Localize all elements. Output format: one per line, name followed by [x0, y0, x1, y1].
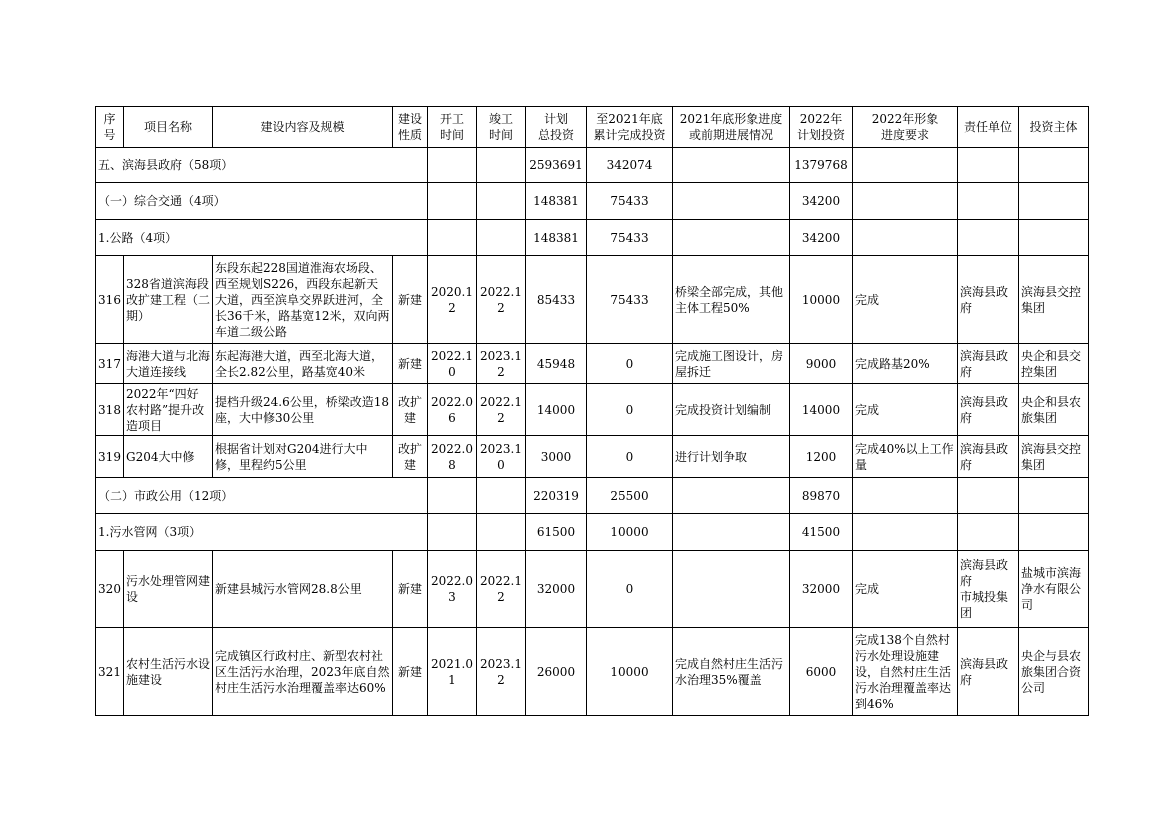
section-plan-2022: 41500: [790, 514, 853, 551]
header-resp: 责任单位: [958, 107, 1019, 148]
row-nature: 新建: [393, 256, 428, 344]
row-start: 2022.08: [428, 436, 477, 478]
project-table: [95, 106, 1089, 716]
row-plan-2022: 10000: [790, 256, 853, 344]
row-req-2022: 完成路基20%: [853, 344, 958, 384]
row-seq: 318: [96, 384, 124, 436]
row-plan-2022: 32000: [790, 551, 853, 628]
row-name: 海港大道与北海大道连接线: [124, 344, 213, 384]
row-resp: [958, 551, 1019, 628]
header-start: 开工 时间: [428, 107, 477, 148]
row-req-2022: 完成40%以上工作量: [853, 436, 958, 478]
row-plan-total: 45948: [526, 344, 587, 384]
row-plan-2022: 1200: [790, 436, 853, 478]
row-cum-2021: 0: [587, 344, 673, 384]
row-seq: 320: [96, 551, 124, 628]
table-row: [96, 628, 1089, 716]
row-investor: 滨海县交控集团: [1019, 436, 1089, 478]
row-req-2022: 完成: [853, 256, 958, 344]
row-plan-total: 32000: [526, 551, 587, 628]
row-content: 东起海港大道，西至北海大道，全长2.82公里，路基宽40米: [213, 344, 393, 384]
section-label: 1.污水管网（3项）: [96, 514, 428, 551]
row-req-2022: 完成138个自然村污水处理设施建设，自然村庄生活污水治理覆盖率达到46%: [853, 628, 958, 716]
row-progress-2021: 完成投资计划编制: [673, 384, 790, 436]
row-investor: 央企与县农旅集团合资公司: [1019, 628, 1089, 716]
row-content: 完成镇区行政村庄、新型农村社区生活污水治理，2023年底自然村庄生活污水治理覆盖率达60%: [213, 628, 393, 716]
row-content: 新建县城污水管网28.8公里: [213, 551, 393, 628]
row-plan-total: 85433: [526, 256, 587, 344]
row-resp: 滨海县政府: [958, 384, 1019, 436]
row-start: 2022.03: [428, 551, 477, 628]
row-content: 东段东起228国道淮海农场段、西至规划S226，西段东起新天大道，西至滨阜交界跃进河，全长36千米，路基宽12米，双向两车道二级公路: [213, 256, 393, 344]
row-start: 2022.06: [428, 384, 477, 436]
row-req-2022: 完成: [853, 551, 958, 628]
section-cum-2021: 342074: [587, 148, 673, 183]
section-cum-2021: 10000: [587, 514, 673, 551]
table-row: [96, 344, 1089, 384]
table-row: [96, 551, 1089, 628]
header-nature: 建设 性质: [393, 107, 428, 148]
section-plan-total: 148381: [526, 183, 587, 220]
section-label: （一）综合交通（4项）: [96, 183, 428, 220]
section-cum-2021: 75433: [587, 183, 673, 220]
section-cum-2021: 25500: [587, 478, 673, 514]
header-name: 项目名称: [124, 107, 213, 148]
section-plan-2022: 34200: [790, 220, 853, 256]
section-plan-total: 148381: [526, 220, 587, 256]
row-resp: 滨海县政府: [958, 628, 1019, 716]
row-end: 2023.12: [477, 628, 526, 716]
row-start: 2021.01: [428, 628, 477, 716]
header-content: 建设内容及规模: [213, 107, 393, 148]
row-investor: 央企和县交控集团: [1019, 344, 1089, 384]
row-name: 328省道滨海段改扩建工程（二期）: [124, 256, 213, 344]
row-plan-2022: 6000: [790, 628, 853, 716]
row-plan-2022: 9000: [790, 344, 853, 384]
table-row: [96, 436, 1089, 478]
row-nature: 新建: [393, 344, 428, 384]
table-row: [96, 384, 1089, 436]
row-cum-2021: 10000: [587, 628, 673, 716]
section-row: [96, 220, 1089, 256]
row-progress-2021: 桥梁全部完成，其他主体工程50%: [673, 256, 790, 344]
row-resp-line: 滨海县政府: [960, 558, 1009, 588]
row-progress-2021: [673, 551, 790, 628]
row-nature: 新建: [393, 551, 428, 628]
row-investor: 盐城市滨海净水有限公司: [1019, 551, 1089, 628]
row-end: 2022.12: [477, 551, 526, 628]
row-plan-total: 3000: [526, 436, 587, 478]
row-cum-2021: 0: [587, 551, 673, 628]
row-end: 2022.12: [477, 256, 526, 344]
row-end: 2022.12: [477, 384, 526, 436]
row-progress-2021: 完成施工图设计，房屋拆迁: [673, 344, 790, 384]
header-progress-2021: 2021年底形象进度 或前期进展情况: [673, 107, 790, 148]
row-content: 提档升级24.6公里，桥梁改造18座，大中修30公里: [213, 384, 393, 436]
row-seq: 321: [96, 628, 124, 716]
row-resp-line: 市城投集团: [960, 590, 1009, 620]
section-label: 五、滨海县政府（58项）: [96, 148, 428, 183]
row-nature: 改扩建: [393, 384, 428, 436]
row-plan-total: 14000: [526, 384, 587, 436]
row-content: 根据省计划对G204进行大中修，里程约5公里: [213, 436, 393, 478]
row-investor: 滨海县交控集团: [1019, 256, 1089, 344]
section-plan-2022: 89870: [790, 478, 853, 514]
investment-project-table-sheet: [95, 106, 1089, 716]
section-plan-total: 61500: [526, 514, 587, 551]
row-seq: 317: [96, 344, 124, 384]
row-plan-2022: 14000: [790, 384, 853, 436]
row-resp: 滨海县政府: [958, 436, 1019, 478]
row-nature: 改扩建: [393, 436, 428, 478]
row-start: 2020.12: [428, 256, 477, 344]
header-end: 竣工 时间: [477, 107, 526, 148]
row-end: 2023.12: [477, 344, 526, 384]
row-seq: 319: [96, 436, 124, 478]
section-cum-2021: 75433: [587, 220, 673, 256]
section-plan-total: 2593691: [526, 148, 587, 183]
row-progress-2021: 进行计划争取: [673, 436, 790, 478]
row-name: 农村生活污水设施建设: [124, 628, 213, 716]
row-resp: 滨海县政府: [958, 256, 1019, 344]
header-row: [96, 107, 1089, 148]
section-row: [96, 148, 1089, 183]
row-cum-2021: 0: [587, 384, 673, 436]
row-progress-2021: 完成自然村庄生活污水治理35%覆盖: [673, 628, 790, 716]
row-investor: 央企和县农旅集团: [1019, 384, 1089, 436]
section-row: [96, 478, 1089, 514]
row-resp: 滨海县政府: [958, 344, 1019, 384]
header-req-2022: 2022年形象 进度要求: [853, 107, 958, 148]
row-plan-total: 26000: [526, 628, 587, 716]
row-start: 2022.10: [428, 344, 477, 384]
section-row: [96, 183, 1089, 220]
section-plan-2022: 34200: [790, 183, 853, 220]
row-seq: 316: [96, 256, 124, 344]
row-cum-2021: 75433: [587, 256, 673, 344]
section-plan-total: 220319: [526, 478, 587, 514]
header-plan-2022: 2022年 计划投资: [790, 107, 853, 148]
header-seq: 序 号: [96, 107, 124, 148]
row-name: 2022年“四好农村路”提升改造项目: [124, 384, 213, 436]
section-row: [96, 514, 1089, 551]
section-label: （二）市政公用（12项）: [96, 478, 428, 514]
header-plan-total: 计划 总投资: [526, 107, 587, 148]
header-cum-2021: 至2021年底 累计完成投资: [587, 107, 673, 148]
row-name: 污水处理管网建设: [124, 551, 213, 628]
row-name: G204大中修: [124, 436, 213, 478]
section-label: 1.公路（4项）: [96, 220, 428, 256]
header-investor: 投资主体: [1019, 107, 1089, 148]
table-row: [96, 256, 1089, 344]
row-end: 2023.10: [477, 436, 526, 478]
row-cum-2021: 0: [587, 436, 673, 478]
section-plan-2022: 1379768: [790, 148, 853, 183]
row-req-2022: 完成: [853, 384, 958, 436]
row-nature: 新建: [393, 628, 428, 716]
